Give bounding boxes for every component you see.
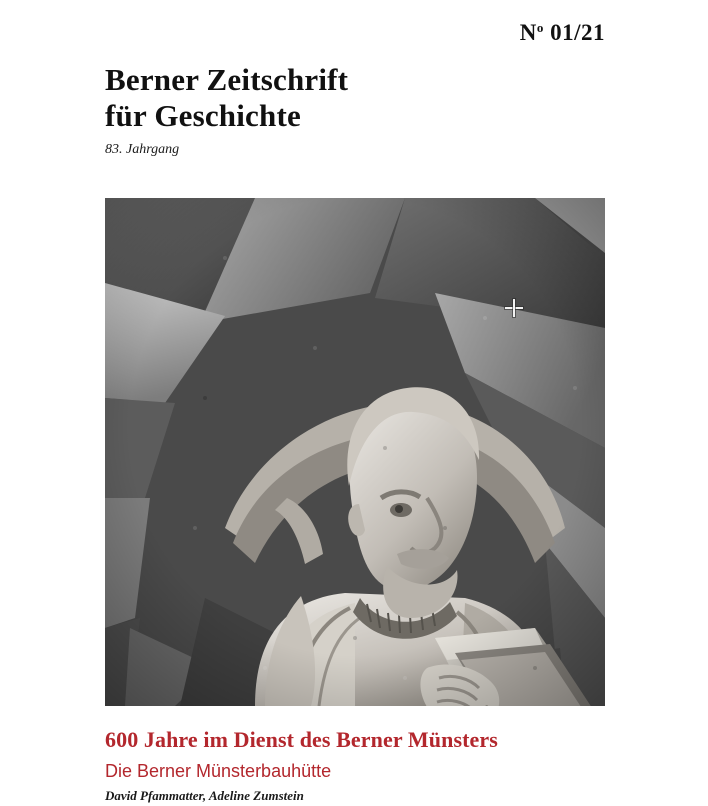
feature-subhead: Die Berner Münsterbauhütte [105, 761, 332, 781]
journal-title-line-2: für Geschichte [105, 98, 301, 133]
feature-block [105, 726, 665, 804]
feature-headline: 600 Jahre im Dienst des Berner Münsters [105, 727, 498, 752]
issue-number-prefix: N [519, 20, 537, 45]
volume-note: 83. Jahrgang [105, 142, 180, 157]
issue-number-ordinal: o [536, 20, 544, 35]
masthead [105, 62, 625, 158]
feature-authors: David Pfammatter, Adeline Zumstein [105, 788, 304, 803]
journal-title-line-1: Berner Zeitschrift [105, 62, 349, 97]
cover-photograph [105, 198, 605, 706]
cover-photograph-illustration [105, 198, 605, 706]
issue-number [520, 20, 605, 46]
issue-number-value: 01/21 [550, 20, 605, 45]
